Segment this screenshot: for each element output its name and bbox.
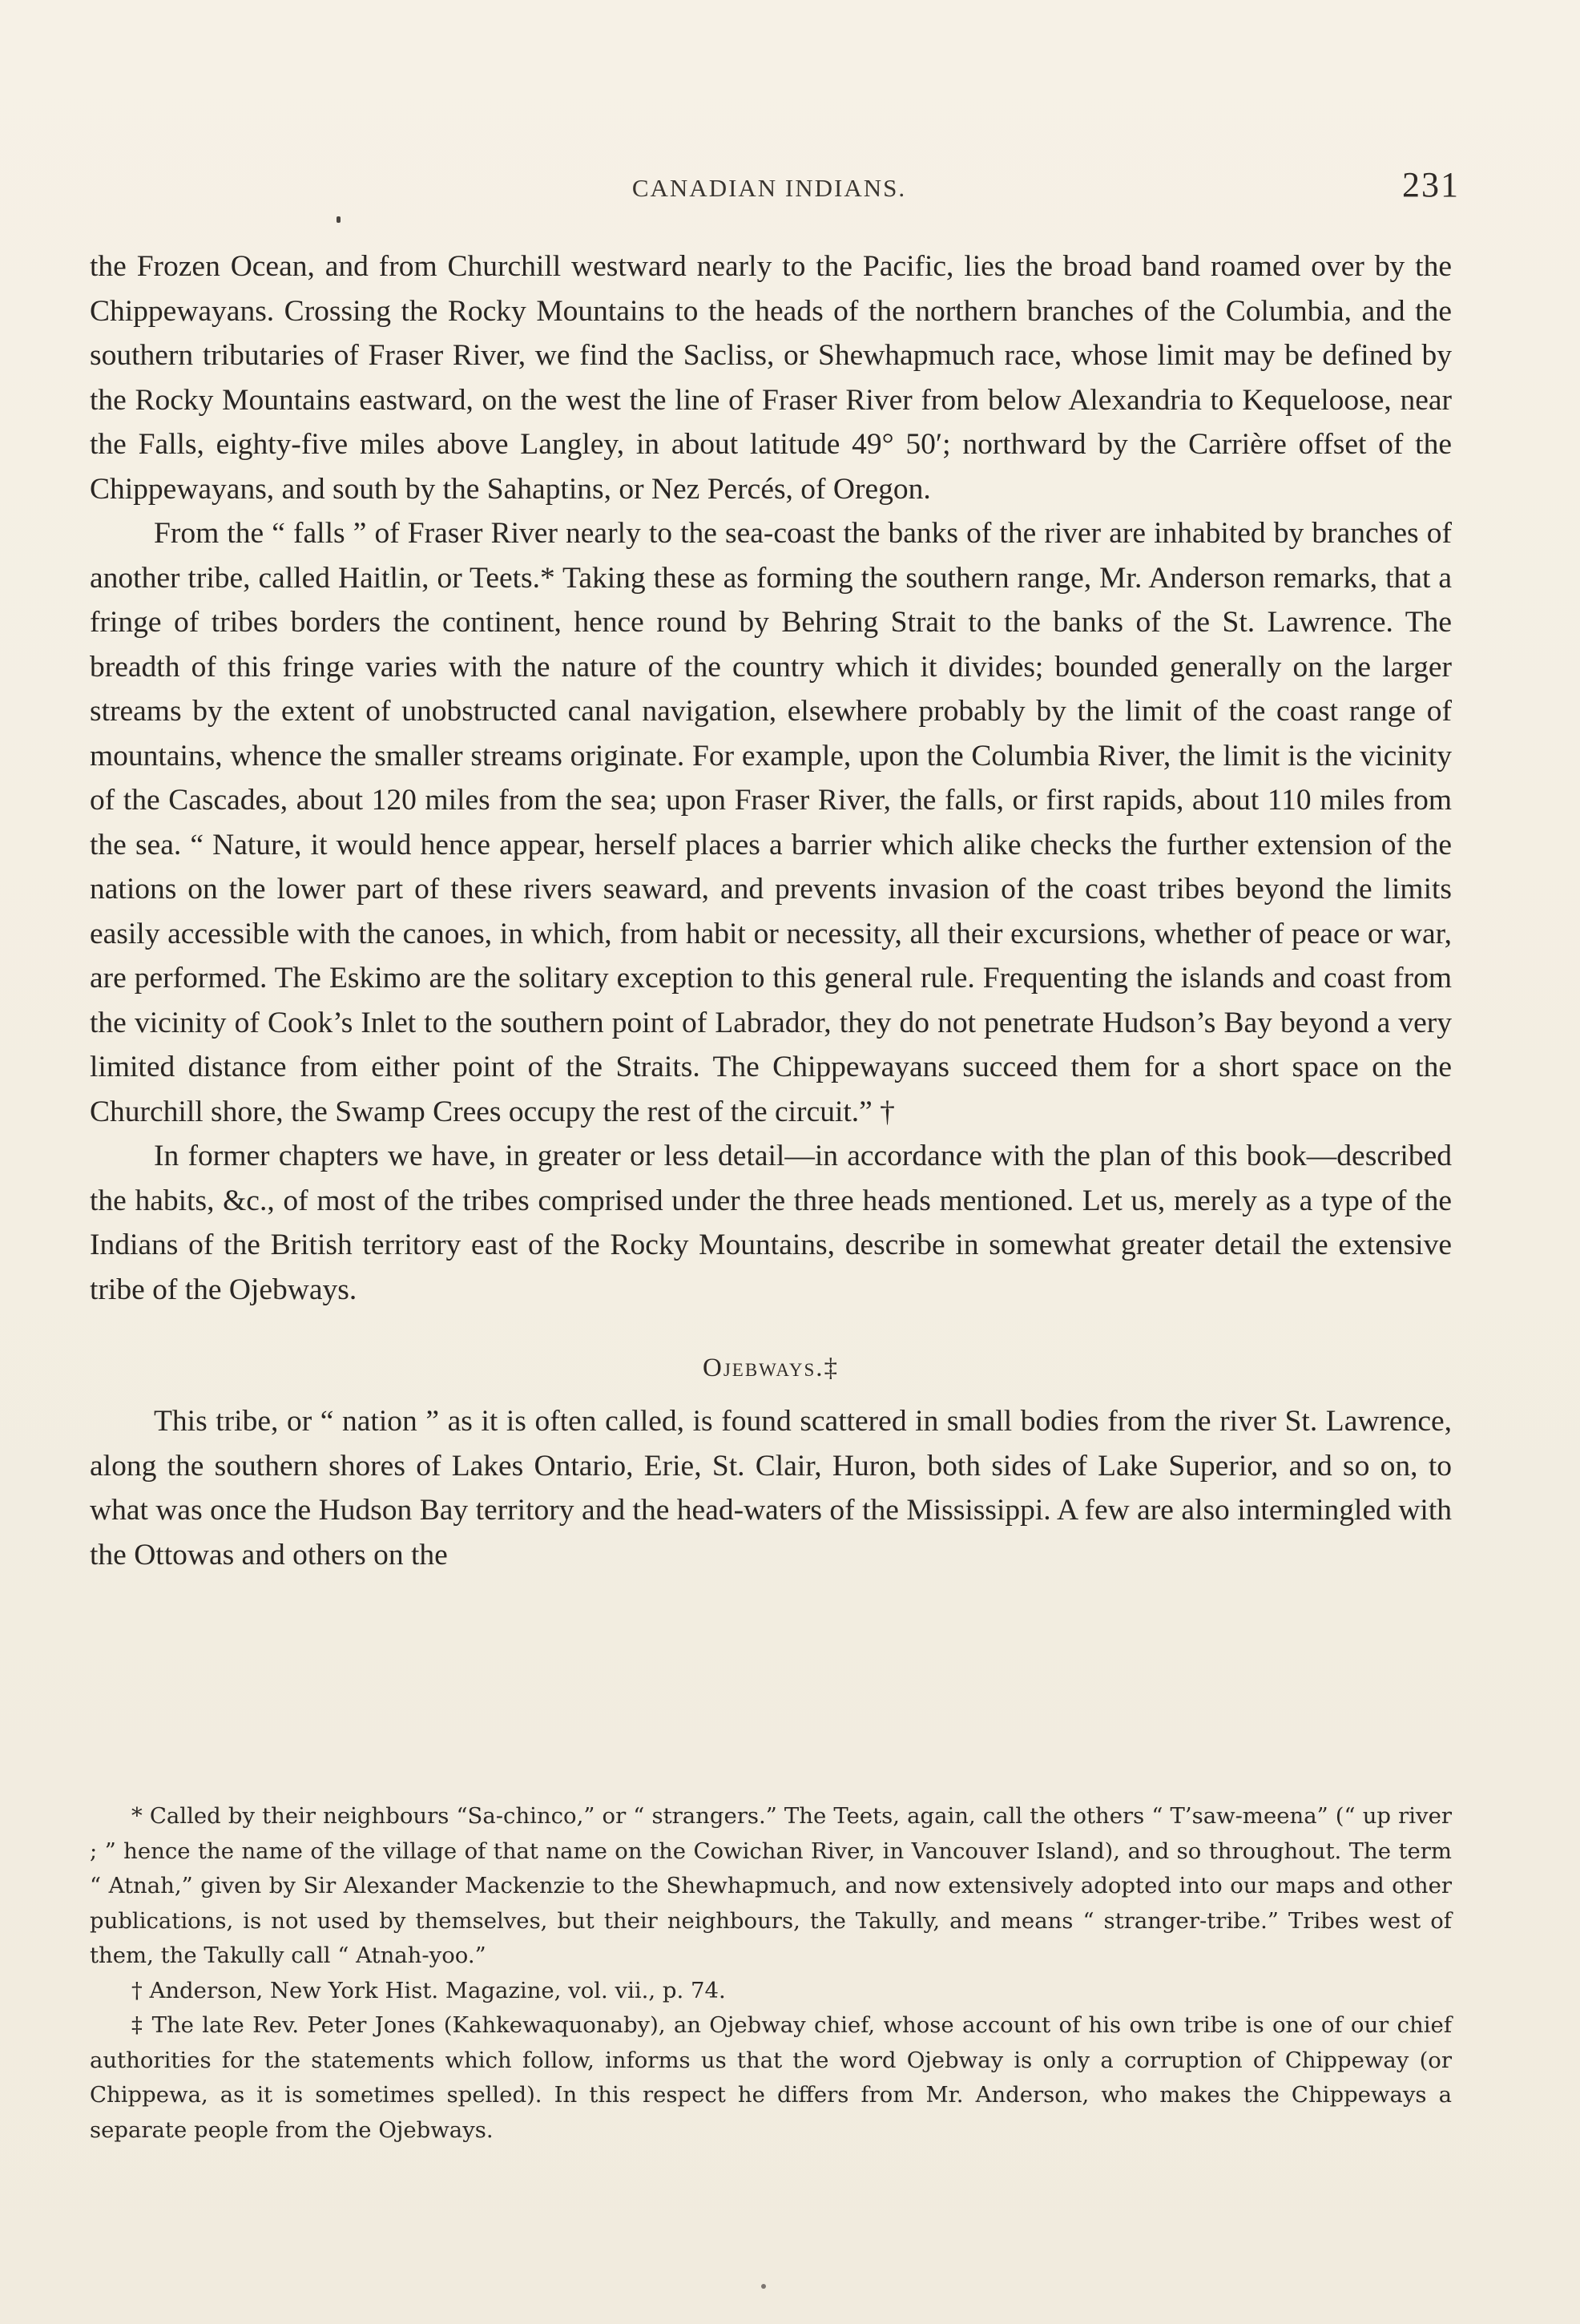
ink-speck [337,216,341,223]
footnote: * Called by their neighbours “Sa-chinco,” or “ strangers.” The Teets, again, call the others “ T’saw-meena” (“ up river ; ” hence the name of the village of that name on the Cowichan River, in Vancouver Island), and so throughout. The term “ Atnah,” given by Sir Alexander Mackenzie to the Shewhapmuch, and now extensively adopted into our maps and other publications, is not used by themselves, but their neighbours, the Takully, and means “ stranger-tribe.” Tribes west of them, the Takully call “ Atnah-yoo.” [90,1803,1452,1968]
body-paragraph: the Frozen Ocean, and from Churchill westward nearly to the Pacific, lies the broad band roamed over by the Chippewayans. Crossing the Rocky Mountains to the heads of the northern branches of the Columbia, and the southern tributaries of Fraser River, we find the Sacliss, or Shewhapmuch race, whose limit may be defined by the Rocky Mountains eastward, on the west the line of Fraser River from below Alexandria to Kequeloose, near the Falls, eighty-five miles above Langley, in about latitude 49° 50′; northward by the Carrière offset of the Chippewayans, and south by the Sahaptins, or Nez Percés, of Oregon. [90,250,1452,506]
footnote: † Anderson, New York Hist. Magazine, vol. vii., p. 74. [131,1977,726,2003]
footnote: ‡ The late Rev. Peter Jones (Kahkewaquonaby), an Ojebway chief, whose account of his own tribe is one of our chief authorities for the statements which follow, informs us that the word Ojebway is only a corruption of Chippeway (or Chippewa, as it is sometimes spelled). In this respect he differs from Mr. Anderson, who makes the Chippeways a separate people from the Ojebways. [90,2012,1452,2143]
main-text [90,244,1452,1577]
body-paragraph: From the “ falls ” of Fraser River nearly to the sea-coast the banks of the river are inhabited by branches of another tribe, called Haitlin, or Teets.* Taking these as forming the southern range, Mr. Anderson remarks, that a fringe of tribes borders the continent, hence round by Behring Strait to the banks of the St. Lawrence. The breadth of this fringe varies with the nature of the country which it divides; bounded generally on the larger streams by the extent of unobstructed canal navigation, elsewhere probably by the limit of the coast range of mountains, whence the smaller streams originate. For example, upon the Columbia River, the limit is the vicinity of the Cascades, about 120 miles from the sea; upon Fraser River, the falls, or first rapids, about 110 miles from the sea. “ Nature, it would hence appear, herself places a barrier which alike checks the further extension of the nations on the lower part of these rivers seaward, and prevents invasion of the coast tribes beyond the limits easily accessible with the canoes, in which, from habit or necessity, all their excursions, whether of peace or war, are performed. The Eskimo are the solitary exception to this general rule. Frequenting the islands and coast from the vicinity of Cook’s Inlet to the southern point of Labrador, they do not penetrate Hudson’s Bay beyond a very limited distance from either point of the Straits. The Chippewayans succeed them for a short space on the Churchill shore, the Swamp Crees occupy the rest of the circuit.” † [90,517,1452,1128]
body-paragraph: In former chapters we have, in greater or less detail—in accordance with the plan of this book—described the habits, &c., of most of the tribes comprised under the three heads mentioned. Let us, merely as a type of the Indians of the British territory east of the Rocky Mountains, describe in somewhat greater detail the extensive tribe of the Ojebways. [90,1140,1452,1306]
page-number: 231 [1402,165,1460,204]
body-paragraph: This tribe, or “ nation ” as it is often called, is found scattered in small bodies from the river St. Lawrence, along the southern shores of Lakes Ontario, Erie, St. Clair, Huron, both sides of Lake Superior, and so on, to what was once the Hudson Bay territory and the head-waters of the Mississippi. A few are also intermingled with the Ottowas and others on the [90,1405,1452,1572]
ink-speck [761,2284,766,2289]
running-head [88,164,1460,212]
running-title: CANADIAN INDIANS. [631,174,907,202]
section-heading: Ojebways.‡ [703,1354,839,1382]
footnotes [90,1799,1452,2148]
